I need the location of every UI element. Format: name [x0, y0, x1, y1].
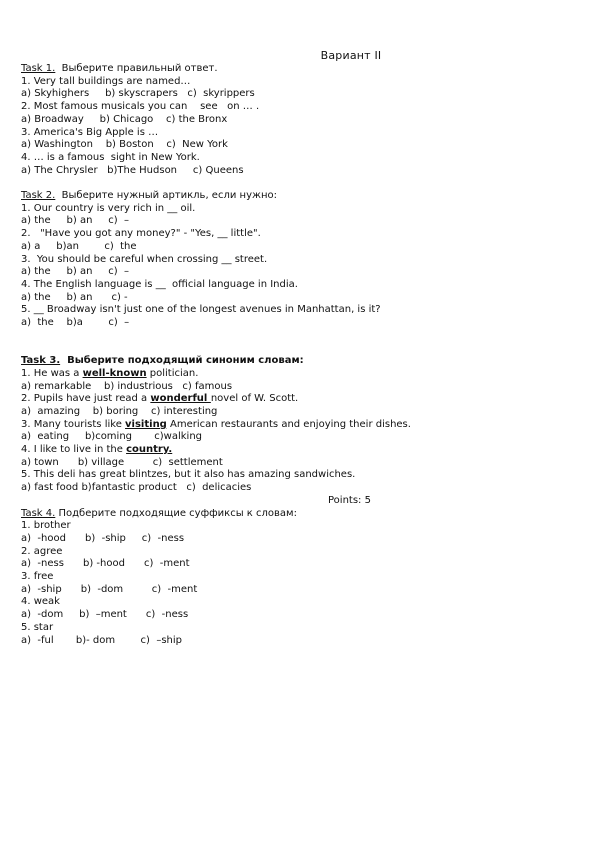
task3-answers: a) amazing b) boring c) interesting: [21, 405, 218, 417]
task4-line: 5. star: [21, 621, 54, 633]
task2-line: 1. Our country is very rich in __ oil.: [21, 202, 196, 214]
task2-line: a) the b)a c) –: [21, 317, 130, 329]
question-text: American restaurants and enjoying their dishes.: [166, 418, 411, 430]
task3-answers: a) eating b)coming c)walking: [21, 431, 203, 443]
spacer: [21, 177, 581, 190]
task4-label: Task 4.: [21, 507, 56, 519]
highlighted-word: well-known: [82, 367, 147, 379]
task4-line: a) -ship b) -dom c) -ment: [21, 583, 198, 595]
spacer: [21, 330, 581, 343]
task1-instruction: Выберите правильный ответ.: [55, 63, 218, 74]
task2-line: 3. You should be careful when crossing __ street.: [21, 253, 268, 265]
question-text: politician.: [146, 367, 199, 379]
task3-question: [21, 419, 581, 432]
question-text: 2. Pupils have just read a: [21, 393, 151, 405]
task1-label: Task 1.: [21, 63, 56, 74]
task4-line: a) -ful b)- dom c) –ship: [21, 634, 182, 646]
task4-instruction: Подберите подходящие суффиксы к словам:: [55, 507, 297, 519]
spacer: [21, 342, 581, 355]
task1-line: a) Skyhighers b) skyscrapers c) skyrippers: [21, 88, 255, 100]
task3-instruction: Выберите подходящий синоним словам:: [60, 355, 304, 367]
task2-header: [21, 190, 581, 203]
task2-line: 2. "Have you got any money?" - "Yes, __ little".: [21, 228, 261, 240]
task3-question: [21, 393, 581, 406]
task1-line: a) Broadway b) Chicago c) the Bronx: [21, 113, 228, 125]
question-text: 3. Many tourists like: [21, 418, 126, 430]
task2-line: 5. __ Broadway isn't just one of the longest avenues in Manhattan, is it?: [21, 304, 381, 316]
task2-line: 4. The English language is __ official language in India.: [21, 278, 298, 290]
task4-line: 2. agree: [21, 545, 63, 557]
task1-line: a) The Chrysler b)The Hudson c) Queens: [21, 164, 244, 176]
task3-answers: a) remarkable b) industrious c) famous: [21, 380, 233, 392]
task2-line: a) the b) an c) -: [21, 291, 128, 303]
task1-header: [21, 63, 581, 76]
document-page: [21, 49, 581, 647]
task2-line: a) the b) an c) –: [21, 215, 130, 227]
question-text: 4. I like to live in the: [21, 444, 127, 456]
task1-line: 2. Most famous musicals you can see on … .: [21, 101, 260, 113]
task3-question: 5. This deli has great blintzes, but it also has amazing sandwiches.: [21, 469, 356, 481]
task3-question: [21, 368, 581, 381]
task3-header: [21, 355, 581, 368]
task4-line: 4. weak: [21, 596, 60, 608]
task4-line: a) -ness b) -hood c) -ment: [21, 558, 190, 570]
task3-label: Task 3.: [21, 355, 61, 367]
task1-line: 1. Very tall buildings are named…: [21, 75, 191, 87]
task2-label: Task 2.: [21, 190, 56, 202]
task3-answers: a) fast food b)fantastic product c) delicacies: [21, 482, 252, 494]
task4-line: a) -dom b) –ment c) -ness: [21, 609, 189, 621]
task1-line: 4. … is a famous sight in New York.: [21, 151, 200, 163]
highlighted-word: visiting: [125, 418, 167, 430]
points-label: Points: 5: [328, 494, 371, 506]
question-text: 1. He was a: [21, 367, 83, 379]
task4-line: 1. brother: [21, 520, 71, 532]
highlighted-word: wonderful: [150, 393, 211, 405]
task1-line: a) Washington b) Boston c) New York: [21, 139, 228, 151]
task2-instruction: Выберите нужный артикль, если нужно:: [55, 190, 278, 202]
task1-line: 3. America's Big Apple is …: [21, 126, 159, 138]
question-text: novel of W. Scott.: [210, 393, 299, 405]
task2-line: a) the b) an c) –: [21, 266, 130, 278]
task4-header: [21, 508, 581, 521]
task4-line: a) -hood b) -ship c) -ness: [21, 532, 185, 544]
task3-answers: a) town b) village c) settlement: [21, 456, 223, 468]
task2-line: a) a b)an c) the: [21, 240, 137, 252]
task3-question: [21, 444, 581, 457]
highlighted-word: country.: [126, 444, 173, 456]
task4-line: 3. free: [21, 571, 54, 583]
document-title: Вариант II: [320, 49, 382, 62]
